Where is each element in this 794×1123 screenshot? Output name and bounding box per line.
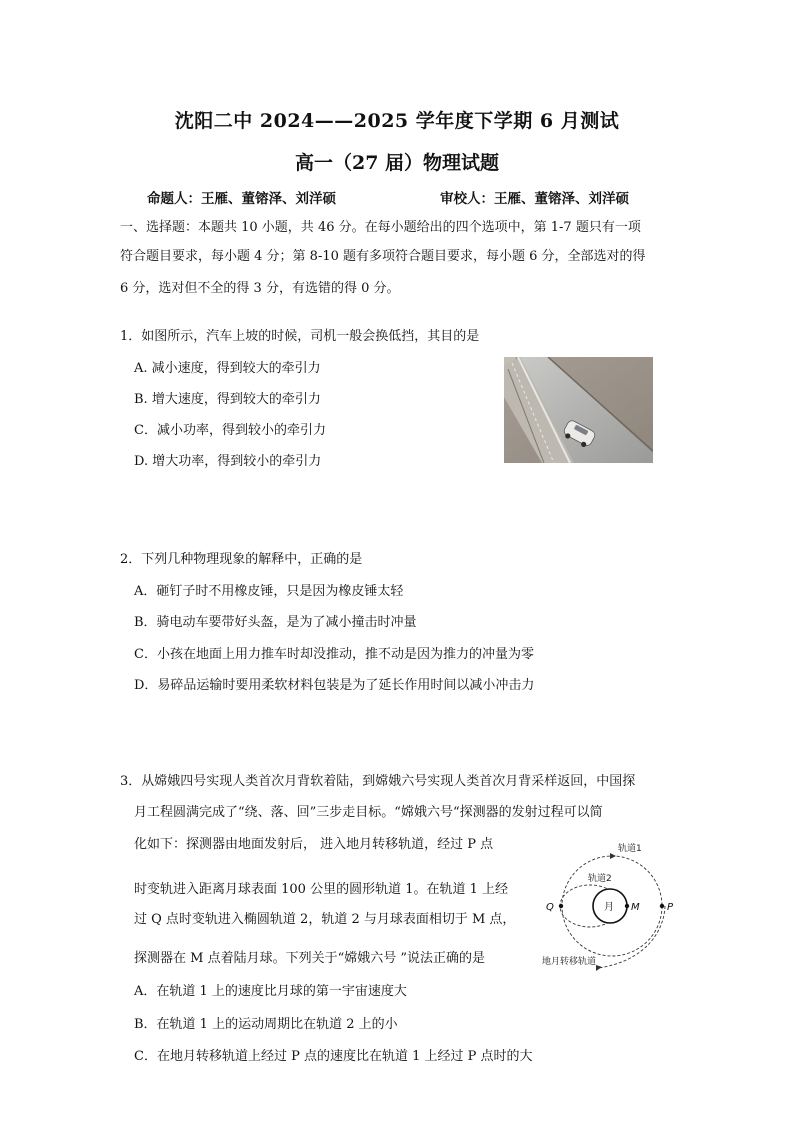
point-q-dot — [559, 904, 563, 908]
question-1-option-c: C．减小功率，得到较小的牵引力 — [134, 423, 326, 438]
question-2-option-d: D．易碎品运输时要用柔软材料包装是为了延长作用时间以减小冲击力 — [134, 678, 535, 693]
author-line: 命题人：王雁、董镕泽、刘洋硕 — [147, 191, 336, 207]
question-1-option-d: D. 增大功率，得到较小的牵引力 — [134, 454, 322, 469]
exam-title: 沈阳二中 2024——2025 学年度下学期 6 月测试 — [174, 110, 620, 132]
question-2-option-b: B．骑电动车要带好头盔，是为了减小撞击时冲量 — [134, 615, 417, 630]
question-2-option-c: C．小孩在地面上用力推车时却没推动，推不动是因为推力的冲量为零 — [134, 647, 534, 662]
point-p-dot — [660, 904, 664, 908]
section-intro-line-1: 一、选择题：本题共 10 小题，共 46 分。在每小题给出的四个选项中，第 1-7 题只有一项 — [120, 220, 641, 235]
orbit-1-arrow — [610, 853, 616, 859]
question-2-option-a: A．砸钉子时不用橡皮锤，只是因为橡皮锤太轻 — [134, 584, 404, 599]
point-q-label: Q — [546, 902, 554, 913]
orbit-2-label: 轨道2 — [588, 874, 612, 884]
section-intro-line-2: 符合题目要求，每小题 4 分；第 8-10 题有多项符合题目要求，每小题 6 分，全部选对的得 — [120, 249, 646, 264]
question-3-stem-line-6: 探测器在 M 点着陆月球。下列关于“嫦娥六号 ”说法正确的是 — [134, 951, 486, 966]
point-p-label: P — [667, 902, 674, 913]
question-3-option-b: B．在轨道 1 上的运动周期比在轨道 2 上的小 — [134, 1017, 398, 1032]
orbit-1-label: 轨道1 — [618, 844, 642, 854]
question-3-stem-line-3: 化如下：探测器由地面发射后， 进入地月转移轨道，经过 P 点 — [134, 837, 494, 852]
question-3-stem-line-5: 过 Q 点时变轨进入椭圆轨道 2，轨道 2 与月球表面相切于 M 点， — [134, 912, 516, 927]
reviewer-line: 审校人：王雁、董镕泽、刘洋硕 — [440, 191, 629, 207]
question-3-stem-line-2: 月工程圆满完成了“绕、落、回”三步走目标。“嫦娥六号“探测器的发射过程可以简 — [134, 805, 603, 820]
orbit-diagram — [530, 836, 690, 984]
exam-subtitle: 高一（27 届）物理试题 — [294, 152, 500, 174]
transfer-orbit-label: 地月转移轨道 — [542, 957, 597, 967]
question-2-stem: 2．下列几种物理现象的解释中，正确的是 — [120, 552, 363, 567]
question-3-option-c: C．在地月转移轨道上经过 P 点的速度比在轨道 1 上经过 P 点时的大 — [134, 1049, 533, 1064]
question-3-option-a: A．在轨道 1 上的速度比月球的第一宇宙速度大 — [134, 984, 407, 999]
question-1-option-b: B. 增大速度，得到较大的牵引力 — [134, 392, 321, 407]
transfer-arrow — [596, 965, 602, 971]
uphill-car-photo — [504, 357, 653, 463]
point-m-label: M — [631, 902, 640, 913]
question-1-stem: 1．如图所示，汽车上坡的时候，司机一般会换低挡，其目的是 — [120, 329, 480, 344]
moon-label: 月 — [604, 902, 614, 913]
point-m-dot — [625, 904, 629, 908]
section-intro-line-3: 6 分，选对但不全的得 3 分，有选错的得 0 分。 — [120, 281, 400, 296]
question-3-stem-line-1: 3．从嫦娥四号实现人类首次月背软着陆，到嫦娥六号实现人类首次月背采样返回，中国探 — [120, 774, 636, 789]
question-3-stem-line-4: 时变轨进入距离月球表面 100 公里的圆形轨道 1。在轨道 1 上经 — [134, 882, 509, 897]
question-1-option-a: A. 减小速度，得到较大的牵引力 — [134, 361, 321, 376]
